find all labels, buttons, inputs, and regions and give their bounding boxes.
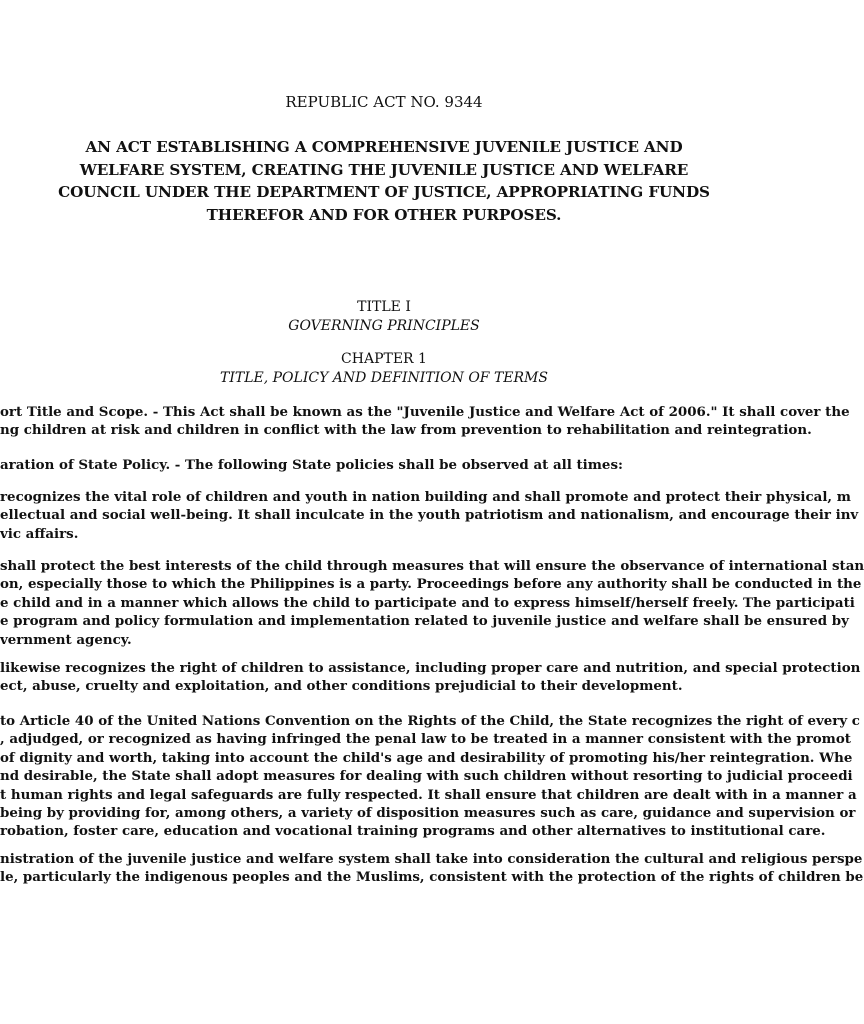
paragraph-line: nd desirable, the State shall adopt measures for dealing with such children without resorting to judicial proceedi <box>0 768 853 785</box>
paragraph-line: aration of State Policy. - The following State policies shall be observed at all times: <box>0 457 623 473</box>
act-title-line: THEREFOR AND FOR OTHER PURPOSES. <box>206 205 562 224</box>
paragraph-line: , adjudged, or recognized as having infringed the penal law to be treated in a manner consistent with the promot <box>0 731 851 748</box>
title-label: TITLE I <box>357 299 411 315</box>
paragraph-line: ng children at risk and children in conflict with the law from prevention to rehabilitation and reintegration. <box>0 422 812 439</box>
paragraph-line: robation, foster care, education and vocational training programs and other alternatives to institutional care. <box>0 823 826 840</box>
paragraph-line: nistration of the juvenile justice and welfare system shall take into consideration the cultural and religious perspe <box>0 851 863 867</box>
paragraph-line: e child and in a manner which allows the child to participate and to express himself/herself freely. The participati <box>0 594 855 611</box>
paragraph-line: recognizes the vital role of children and youth in nation building and shall promote and protect their physical, m <box>0 489 851 505</box>
paragraph-line: of dignity and worth, taking into account the child's age and desirability of promoting his/her reintegration. Whe <box>0 749 853 766</box>
paragraph-line: likewise recognizes the right of children to assistance, including proper care and nutrition, and special protection <box>0 660 861 676</box>
paragraph-line: le, particularly the indigenous peoples and the Muslims, consistent with the protection of the rights of children be <box>0 869 864 886</box>
paragraph-line: ellectual and social well-being. It shall inculcate in the youth patriotism and nationalism, and encourage their inv <box>0 507 859 524</box>
republic-act-number: REPUBLIC ACT NO. 9344 <box>285 93 483 111</box>
policy-paragraph-c <box>0 659 860 696</box>
paragraph-line: to Article 40 of the United Nations Convention on the Rights of the Child, the State recognizes the right of every c <box>0 713 860 729</box>
policy-paragraph-b <box>0 557 864 649</box>
section-short-title-paragraph <box>0 403 850 440</box>
paragraph-line: vic affairs. <box>0 525 79 542</box>
act-title <box>0 136 768 226</box>
paragraph-line: e program and policy formulation and implementation related to juvenile justice and welfare shall be ensured by <box>0 613 849 630</box>
paragraph-line: ect, abuse, cruelty and exploitation, and other conditions prejudicial to their development. <box>0 678 683 695</box>
act-title-line: WELFARE SYSTEM, CREATING THE JUVENILE JUSTICE AND WELFARE <box>79 160 689 179</box>
paragraph-line: vernment agency. <box>0 631 132 648</box>
paragraph-line: shall protect the best interests of the child through measures that will ensure the observance of international stan <box>0 558 864 574</box>
act-title-line: AN ACT ESTABLISHING A COMPREHENSIVE JUVENILE JUSTICE AND <box>85 138 683 156</box>
chapter-label: CHAPTER 1 <box>341 351 427 367</box>
paragraph-line: ort Title and Scope. - This Act shall be known as the "Juvenile Justice and Welfare Act of 2006." It shall cover the <box>0 404 850 420</box>
policy-paragraph-e <box>0 850 863 887</box>
policy-paragraph-d <box>0 712 860 841</box>
paragraph-line: on, especially those to which the Philippines is a party. Proceedings before any authority shall be conducted in the <box>0 576 862 593</box>
section-state-policy-paragraph <box>0 456 623 474</box>
policy-paragraph-a <box>0 488 858 543</box>
paragraph-line: being by providing for, among others, a variety of disposition measures such as care, guidance and supervision or <box>0 805 856 822</box>
title-subtitle: GOVERNING PRINCIPLES <box>288 318 480 334</box>
paragraph-line: t human rights and legal safeguards are fully respected. It shall ensure that children are dealt with in a manner a <box>0 786 857 803</box>
act-title-line: COUNCIL UNDER THE DEPARTMENT OF JUSTICE, APPROPRIATING FUNDS <box>58 183 710 201</box>
chapter-subtitle: TITLE, POLICY AND DEFINITION OF TERMS <box>220 370 548 386</box>
